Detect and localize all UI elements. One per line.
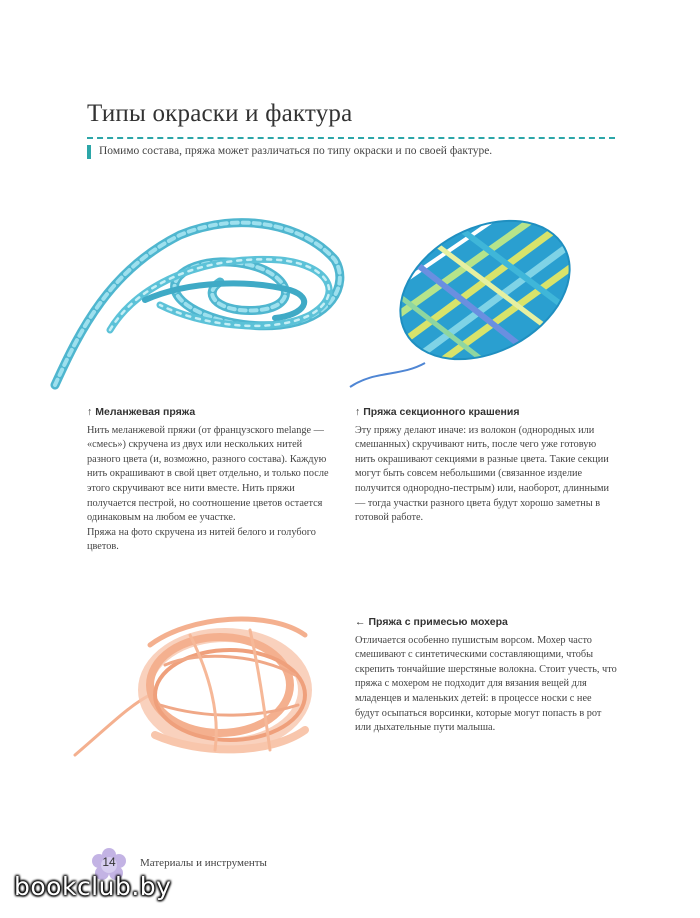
caption-melange-text: Нить меланжевой пряжи (от французского melange — «смесь») скручена из двух или нескольких нитей разного цвета (и, возможно, разного состава). Каждую нить окрашивают в свой цвет отдельно, и только после этого скручивают все нити вместе. Нить пряжи получается пестрой, но соотношение цветов остается одинаковым на любом ее участке.: [87, 424, 329, 524]
caption-mohair: [355, 615, 617, 736]
caption-melange: [87, 405, 337, 555]
lead-text: Помимо состава, пряжа может различаться по типу окраски и по своей фактуре.: [99, 145, 493, 157]
caption-melange-heading: ↑ Меланжевая пряжа: [87, 406, 196, 418]
arrow-up-icon: ↑: [87, 406, 93, 418]
arrow-up-icon: ↑: [355, 406, 361, 418]
footer-section-title: Материалы и инструменты: [140, 857, 267, 869]
arrow-left-icon: ←: [355, 616, 366, 628]
page-number: 14: [102, 855, 116, 869]
page-title: Типы окраски и фактура: [87, 100, 353, 127]
watermark: bookclub.by: [14, 872, 172, 901]
section-dyed-yarn-photo: [345, 195, 595, 395]
caption-melange-note: Пряжа на фото скручена из нитей белого и голубого цветов.: [87, 526, 316, 553]
caption-section-dyed: [355, 405, 617, 526]
lead-marker: [87, 145, 91, 159]
caption-section-dyed-text: Эту пряжу делают иначе: из волокон (однородных или смешанных) скручивают нить, после чего уже готовую нить окрашивают секциями в разные цвета. Такие секции могут быть совсем небольшими (связанное изделие получится однородно-пестрым) или, наоборот, длинными — тогда участки разного цвета будут хорошо заметны в готовой работе.: [355, 424, 610, 524]
caption-mohair-heading: ← Пряжа с примесью мохера: [355, 616, 508, 628]
title-divider: [87, 137, 615, 139]
mohair-yarn-photo: [70, 605, 320, 765]
caption-mohair-text: Отличается особенно пушистым ворсом. Мохер часто смешивают с синтетическими составляющими, чтобы скрепить тончайшие шерстяные волокна. Стоит учесть, что пряжа с мохером не подходит для вязания вещей для младенцев и маленьких детей: в процессе носки с нее будут осыпаться ворсинки, которые могут попасть в рот или дыхательные пути малыша.: [355, 634, 617, 734]
melange-yarn-photo: [50, 210, 350, 395]
caption-section-dyed-heading: ↑ Пряжа секционного крашения: [355, 406, 520, 418]
